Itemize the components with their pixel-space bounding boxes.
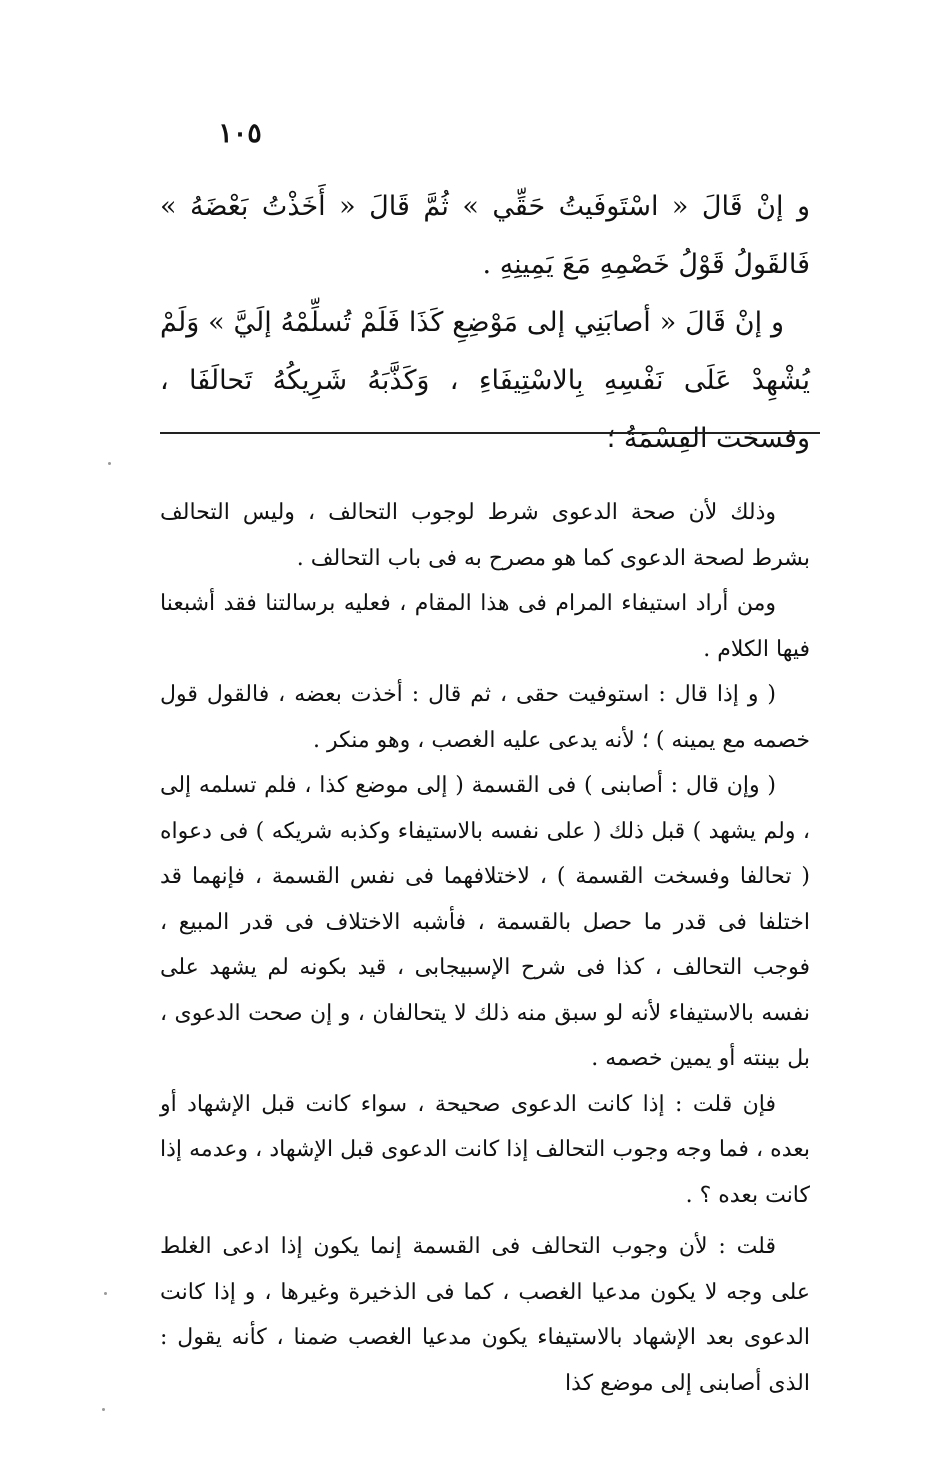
scan-speck	[102, 1408, 105, 1411]
matn-paragraph: و إنْ قَالَ « اسْتَوفَيتُ حَقِّي » ثُمَّ قَالَ « أَخَذْتُ بَعْضَهُ » فَالقَولُ قَوْلُ خَصْمِهِ مَعَ يَمِينِهِ .	[160, 191, 810, 280]
sharh-text-block	[160, 490, 810, 1406]
sharh-paragraph: فإن قلت : إذا كانت الدعوى صحيحة ، سواء كانت قبل الإشهاد أو بعده ، فما وجه وجوب التحالف إذا كانت الدعوى قبل الإشهاد ، وعدمه إذا كانت بعده ؟ .	[160, 1091, 810, 1208]
matn-text-block	[160, 178, 810, 468]
sharh-paragraph: قلت : لأن وجوب التحالف فى القسمة إنما يكون إذا ادعى الغلط على وجه لا يكون مدعيا الغصب ، كما فى الذخيرة وغيرها ، و إذا كانت الدعوى بعد الإشهاد بالاستيفاء يكون مدعيا الغصب ضمنا ، كأنه يقول : الذى أصابنى إلى موضع كذا	[160, 1234, 810, 1396]
sharh-paragraph: ( و إذا قال : استوفيت حقى ، ثم قال : أخذت بعضه ، فالقول قول خصمه مع يمينه ) ؛ لأنه يدعى عليه الغصب ، وهو منكر .	[160, 682, 810, 753]
sharh-paragraph: ( وإن قال : أصابنى ) فى القسمة ( إلى موضع كذا ، فلم تسلمه إلى ، ولم يشهد ) قبل ذلك ( على نفسه بالاستيفاء وكذبه شريكه ) فى دعواه ( تحالفا وفسخت القسمة ) ، لاختلافهما فى نفس القسمة ، فإنهما قد اختلفا فى قدر ما حصل بالقسمة ، فأشبه الاختلاف فى قدر المبيع ، فوجب التحالف ، كذا فى شرح الإسبيجابى ، قيد بكونه لم يشهد على نفسه بالاستيفاء لأنه لو سبق منه ذلك لا يتحالفان ، و إن صحت الدعوى ، بل بينته أو يمين خصمه .	[160, 773, 810, 1071]
page-number: ١٠٥	[218, 118, 262, 149]
sharh-paragraph: وذلك لأن صحة الدعوى شرط لوجوب التحالف ، وليس التحالف بشرط لصحة الدعوى كما هو مصرح به فى باب التحالف .	[160, 500, 810, 571]
matn-paragraph: و إنْ قَالَ « أصابَنِي إلى مَوْضِعِ كَذَا فَلَمْ تُسلِّمْهُ إلَيَّ » وَلَمْ يُشْهِدْ عَلَى نَفْسِهِ بِالاسْتِيفَاءِ ، وَكَذَّبَهُ شَرِيكُهُ تَحالَفَا ، وفسخت القِسْمَةُ ؛	[160, 307, 810, 454]
sharh-paragraph: ومن أراد استيفاء المرام فى هذا المقام ، فعليه برسالتنا فقد أشبعنا فيها الكلام .	[160, 591, 810, 662]
scan-speck	[108, 462, 111, 465]
scan-speck	[104, 1292, 107, 1295]
footnote-divider	[160, 432, 820, 434]
